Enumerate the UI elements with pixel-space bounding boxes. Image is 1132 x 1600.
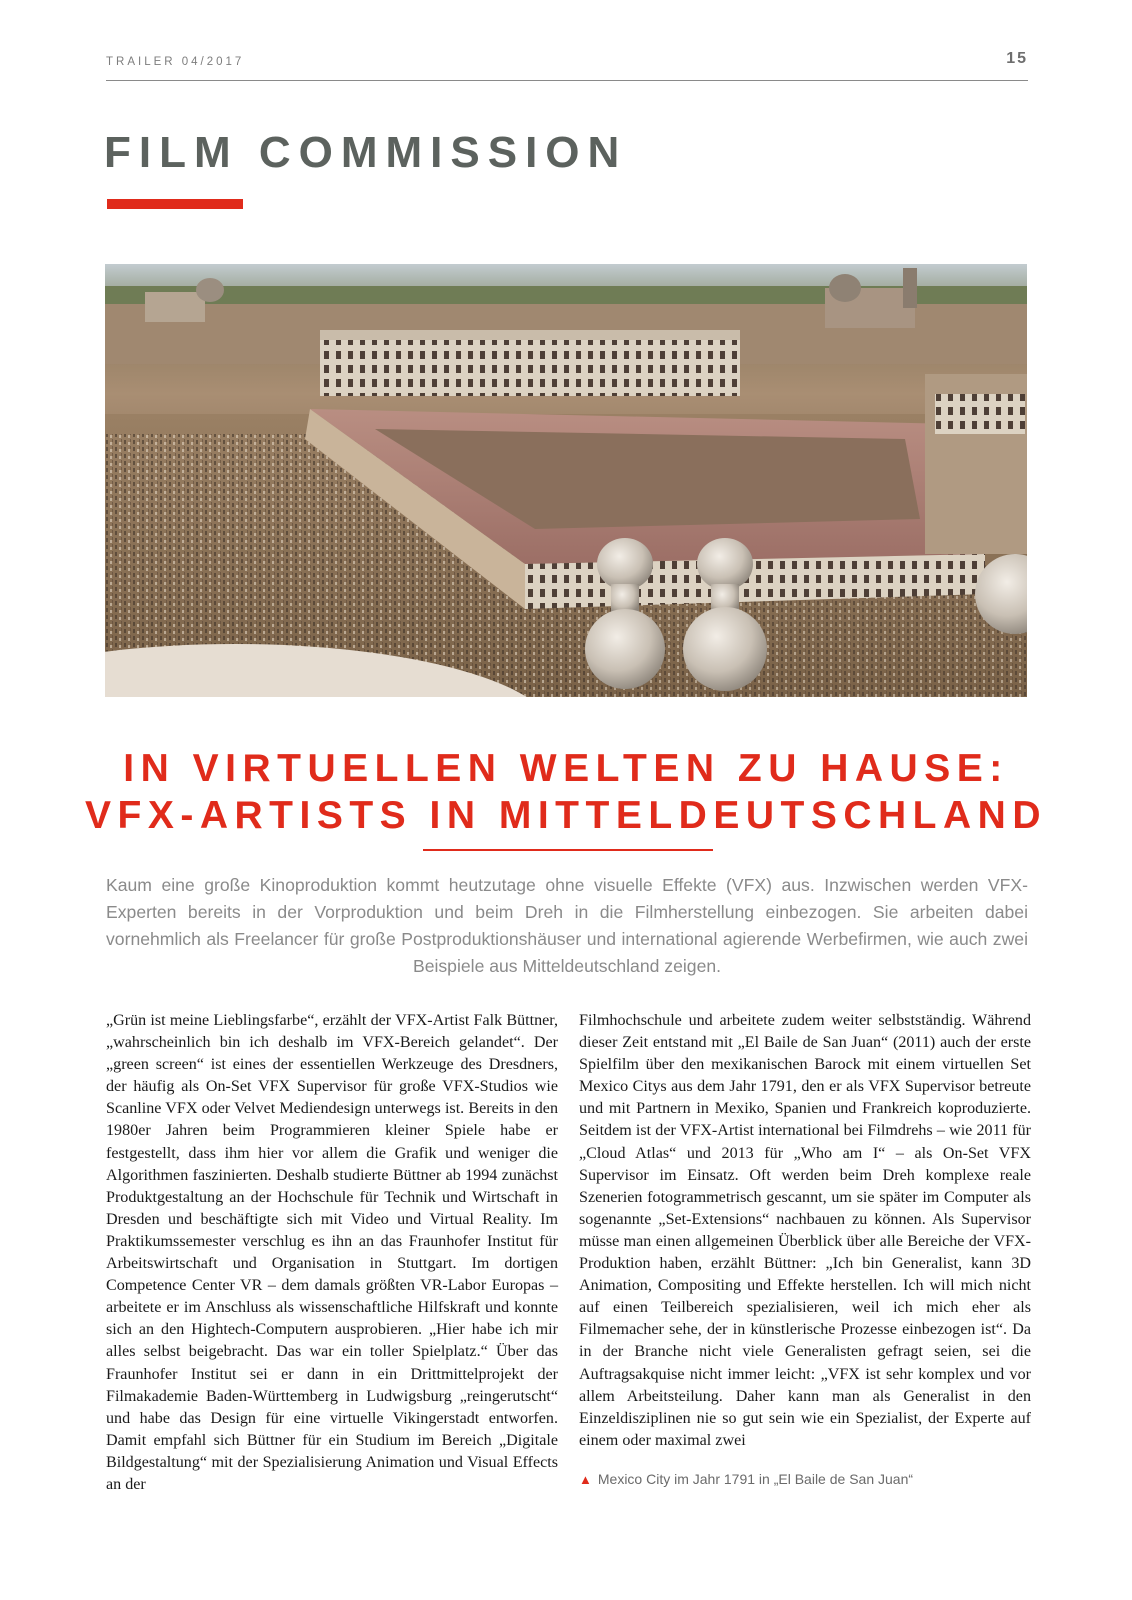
triangle-up-icon: ▲: [579, 1472, 592, 1487]
section-title: FILM COMMISSION: [104, 128, 628, 177]
article-lead: Kaum eine große Kinoproduktion kommt heutzutage ohne visuelle Effekte (VFX) aus. Inzwischen werden VFX-Experten bereits in der Vorproduktion und beim Dreh in die Filmherstellung einbezogen. Sie arbeiten dabei vornehmlich als Freelancer für große Postproduktionshäuser und international agierende Werbefirmen, wie auch zwei Beispiele aus Mitteldeutschland zeigen.: [106, 875, 1028, 976]
headline-line-2: VFX-ARTISTS IN MITTELDEUTSCHLAND: [85, 794, 1047, 837]
running-header: [106, 50, 1028, 81]
body-column-left: „Grün ist meine Lieblingsfarbe“, erzählt der VFX-Artist Falk Büttner, „wahrscheinlich bin ich deshalb im VFX-Bereich gelandet“. Der „green screen“ ist eines der essentiellen Werkzeuge des Dresdners, der häufig als On-Set VFX Supervisor für große VFX-Studios wie Scanline VFX oder Velvet Mediendesign unterwegs ist. Bereits in den 1980er Jahren beim Programmieren kleiner Spiele habe er festgestellt, dass ihm hier vor allem die Grafik und weniger die Algorithmen faszinierten. Deshalb studierte Büttner ab 1994 zunächst Produktgestaltung an der Hochschule für Technik und Wirtschaft in Dresden und beschäftigte sich mit Video und Virtual Reality. Im Praktikumssemester verschlug es ihn an das Fraunhofer Institut für Arbeitswirtschaft und Organisation in Stuttgart. Im dortigen Competence Center VR – dem damals größten VR-Labor Europas – arbeitete er im Anschluss als wissenschaftliche Hilfskraft und konnte sich an den Hightech-Computern ausprobieren. „Hier habe ich mir alles selbst beigebracht. Das war ein toller Spielplatz.“ Über das Fraunhofer Institut sei er dann in ein Drittmittelprojekt der Filmakademie Baden-Württemberg in Ludwigsburg „reingerutscht“ und habe das Design für eine virtuelle Vikingerstadt entworfen. Damit empfahl sich Büttner für ein Studium im Bereich „Digitale Bildgestaltung“ mit der Spezialisierung Animation und Visual Effects an der: [106, 1012, 558, 1493]
headline-line-1: IN VIRTUELLEN WELTEN ZU HAUSE:: [123, 747, 1009, 790]
photo-mexico-city-1791: [105, 264, 1027, 697]
caption-text: Mexico City im Jahr 1791 in „El Baile de San Juan“: [597, 1471, 914, 1487]
page-number: 15: [1006, 50, 1028, 67]
article-photo: [105, 264, 1027, 697]
article-headline: [80, 745, 1052, 839]
headline-rule: [423, 849, 713, 851]
issue-label: TRAILER 04/2017: [106, 56, 245, 68]
section-accent-bar: [107, 199, 243, 209]
photo-caption: [579, 1471, 1029, 1487]
body-column-right: Filmhochschule und arbeitete zudem weiter selbstständig. Während dieser Zeit entstand mit „El Baile de San Juan“ (2011) auch der erste Spielfilm über den mexikanischen Barock mit einem virtuellen Set Mexico Citys aus dem Jahr 1791, den er als VFX Supervisor betreute und mit Partnern in Mexiko, Spanien und Frankreich koproduzierte. Seitdem ist der VFX-Artist international bei Filmdrehs – wie 2011 für „Cloud Atlas“ und 2013 für „Who am I“ – als On-Set VFX Supervisor im Einsatz. Oft werden beim Dreh komplexe reale Szenerien fotogrammetrisch gescannt, um sie später im Computer als sogenannte „Set-Extensions“ nachbauen zu können. Als Supervisor müsse man einen allgemeinen Überblick über alle Bereiche der VFX-Produktion haben, erzählt Büttner: „Ich bin Generalist, kann 3D Animation, Compositing und Effekte herstellen. Ich will mich nicht auf einen Teilbereich spezialisieren, weil ich mich eher als Filmemacher sehe, der in künstlerische Prozesse einbezogen ist“. Da in der Branche nicht viele Generalisten gefragt seien, sei die Auftragsakquise nicht immer leicht: „VFX ist sehr komplex und vor allem Arbeitsteilung. Daher kann man als Generalist in den Einzeldisziplinen nie so gut sein wie ein Spezialist, der Experte auf einem oder maximal zwei: [579, 1012, 1031, 1449]
